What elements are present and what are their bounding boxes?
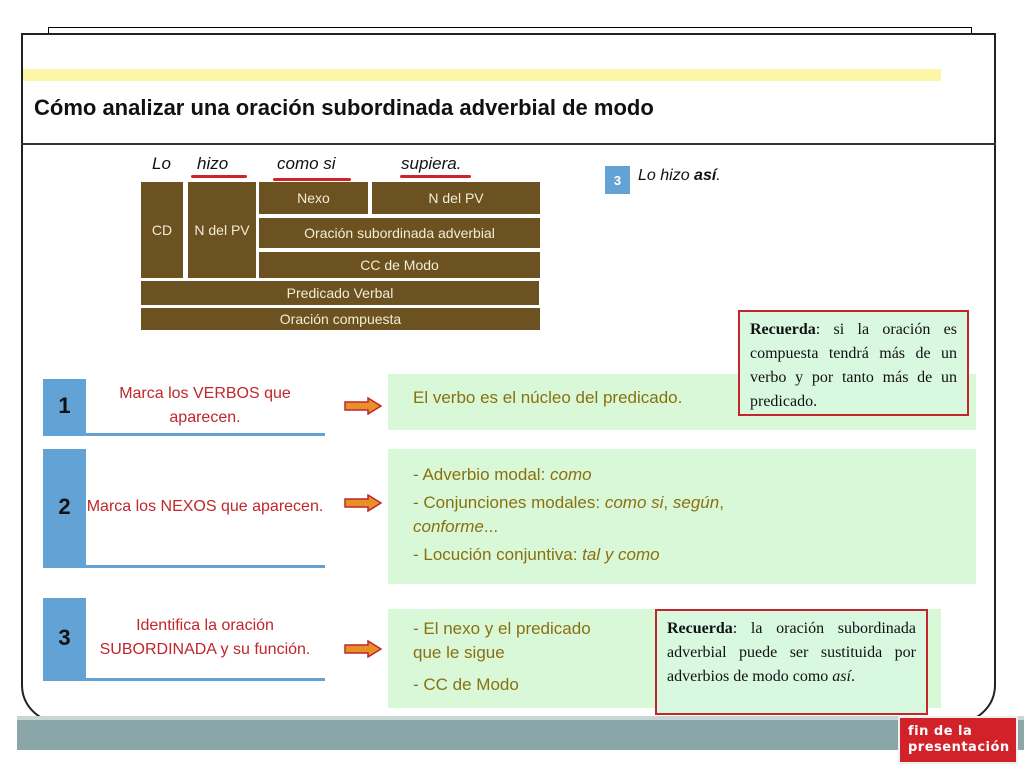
diagram-nexo: Nexo bbox=[259, 182, 368, 214]
end-button-line-1: fin de la bbox=[908, 724, 973, 739]
right-arrow-icon bbox=[344, 640, 382, 658]
title-highlight-band bbox=[23, 69, 941, 81]
step-1-number: 1 bbox=[43, 379, 86, 433]
step-1-label: Marca los VERBOS que aparecen. bbox=[86, 379, 324, 433]
sentence-word-como-si: como si bbox=[277, 154, 336, 173]
diagram-cd: CD bbox=[141, 182, 183, 278]
step-3-underline bbox=[43, 678, 325, 681]
step-3-label: Identifica la oración SUBORDINADA y su función. bbox=[86, 598, 324, 678]
answer-2-line-4: - Locución conjuntiva: tal y como bbox=[413, 545, 660, 564]
sentence-word-supiera: supiera. bbox=[401, 154, 462, 173]
answer-2-line-3: conforme... bbox=[413, 517, 499, 536]
answer-1-text: El verbo es el núcleo del predicado. bbox=[413, 388, 683, 407]
title-divider bbox=[21, 143, 996, 145]
answer-2-line-1: - Adverbio modal: como bbox=[413, 465, 592, 484]
right-arrow-icon bbox=[344, 397, 382, 415]
step-2-label: Marca los NEXOS que aparecen. bbox=[86, 449, 324, 565]
example-badge: 3 bbox=[605, 166, 630, 194]
step-2-number: 2 bbox=[43, 449, 86, 565]
diagram-ndelpv-main: N del PV bbox=[188, 182, 256, 278]
example-sentence: Lo hizo así. bbox=[638, 167, 721, 184]
nexo-underline-como-si bbox=[273, 178, 351, 181]
diagram-oracion-subordinada: Oración subordinada adverbial bbox=[259, 218, 540, 248]
sentence-word-lo: Lo bbox=[152, 154, 171, 173]
answer-3-line-1: - El nexo y el predicado bbox=[413, 619, 591, 638]
step-1-underline bbox=[43, 433, 325, 436]
step-3-number: 3 bbox=[43, 598, 86, 678]
diagram-ndelpv-sub: N del PV bbox=[372, 182, 540, 214]
diagram-cc-modo: CC de Modo bbox=[259, 252, 540, 278]
verb-underline-hizo bbox=[191, 175, 247, 178]
recuerda-note-1: Recuerda: si la oración es compuesta tendrá más de un verbo y por tanto más de un predicado. bbox=[738, 310, 969, 416]
answer-2-box bbox=[388, 449, 976, 584]
recuerda-note-2: Recuerda: la oración subordinada adverbial puede ser sustituida por adverbios de modo como así. bbox=[655, 609, 928, 715]
end-button-line-2: presentación bbox=[908, 740, 1010, 755]
answer-2-line-2: - Conjunciones modales: como si, según, bbox=[413, 493, 724, 512]
right-arrow-icon bbox=[344, 494, 382, 512]
diagram-predicado-verbal: Predicado Verbal bbox=[141, 281, 539, 305]
diagram-oracion-compuesta: Oración compuesta bbox=[141, 308, 540, 330]
page-title: Cómo analizar una oración subordinada adverbial de modo bbox=[34, 95, 654, 120]
end-of-presentation-button[interactable] bbox=[898, 716, 1018, 764]
footer-bar bbox=[17, 716, 1024, 750]
verb-underline-supiera bbox=[400, 175, 471, 178]
sentence-word-hizo: hizo bbox=[197, 154, 229, 173]
answer-3-line-3: - CC de Modo bbox=[413, 675, 519, 694]
step-2-underline bbox=[43, 565, 325, 568]
answer-3-line-2: que le sigue bbox=[413, 643, 505, 662]
